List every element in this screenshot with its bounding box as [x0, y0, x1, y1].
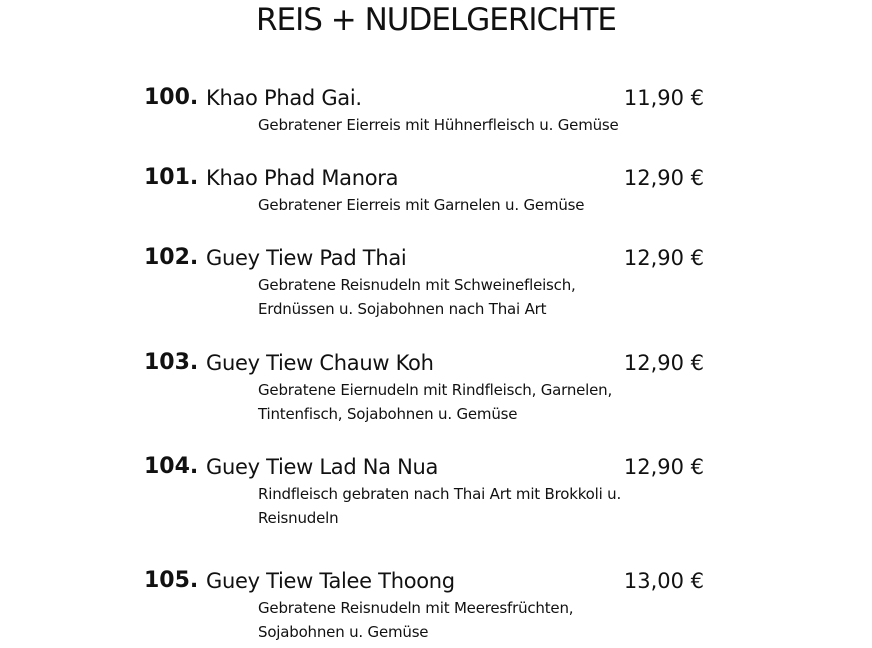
menu-item	[0, 83, 872, 134]
item-name: Khao Phad Manora	[206, 166, 399, 190]
item-number: 101.	[144, 165, 199, 190]
item-name: Guey Tiew Pad Thai	[206, 246, 407, 270]
description-line: Gebratene Reisnudeln mit Schweinefleisch,	[258, 276, 576, 294]
item-number: 102.	[144, 245, 199, 270]
item-price: 13,00 €	[623, 569, 704, 593]
item-description	[258, 113, 678, 137]
description-line: Gebratener Eierreis mit Garnelen u. Gemüse	[258, 196, 585, 214]
item-name: Guey Tiew Chauw Koh	[206, 351, 434, 375]
item-number: 104.	[144, 454, 199, 479]
menu-item	[0, 163, 872, 214]
description-line: Reisnudeln	[258, 509, 339, 527]
item-price: 11,90 €	[623, 86, 704, 110]
menu-item	[0, 348, 872, 423]
item-description	[258, 378, 678, 426]
item-number: 103.	[144, 350, 199, 375]
description-line: Tintenfisch, Sojabohnen u. Gemüse	[258, 405, 518, 423]
description-line: Erdnüssen u. Sojabohnen nach Thai Art	[258, 300, 547, 318]
item-description	[258, 596, 678, 644]
item-price: 12,90 €	[623, 246, 704, 270]
item-description	[258, 482, 678, 530]
menu-item	[0, 566, 872, 641]
item-price: 12,90 €	[623, 455, 704, 479]
menu-item	[0, 243, 872, 318]
menu-item	[0, 452, 872, 527]
description-line: Sojabohnen u. Gemüse	[258, 623, 429, 641]
item-name: Khao Phad Gai.	[206, 86, 362, 110]
page-title: REIS + NUDELGERICHTE	[255, 2, 616, 38]
description-line: Gebratener Eierreis mit Hühnerfleisch u. Gemüse	[258, 116, 619, 134]
item-name: Guey Tiew Talee Thoong	[206, 569, 455, 593]
item-number: 100.	[144, 85, 199, 110]
item-number: 105.	[144, 568, 199, 593]
item-description	[258, 193, 678, 217]
description-line: Gebratene Reisnudeln mit Meeresfrüchten,	[258, 599, 574, 617]
item-description	[258, 273, 678, 321]
description-line: Gebratene Eiernudeln mit Rindfleisch, Garnelen,	[258, 381, 613, 399]
item-price: 12,90 €	[623, 351, 704, 375]
item-name: Guey Tiew Lad Na Nua	[206, 455, 439, 479]
description-line: Rindfleisch gebraten nach Thai Art mit Brokkoli u.	[258, 485, 622, 503]
item-price: 12,90 €	[623, 166, 704, 190]
